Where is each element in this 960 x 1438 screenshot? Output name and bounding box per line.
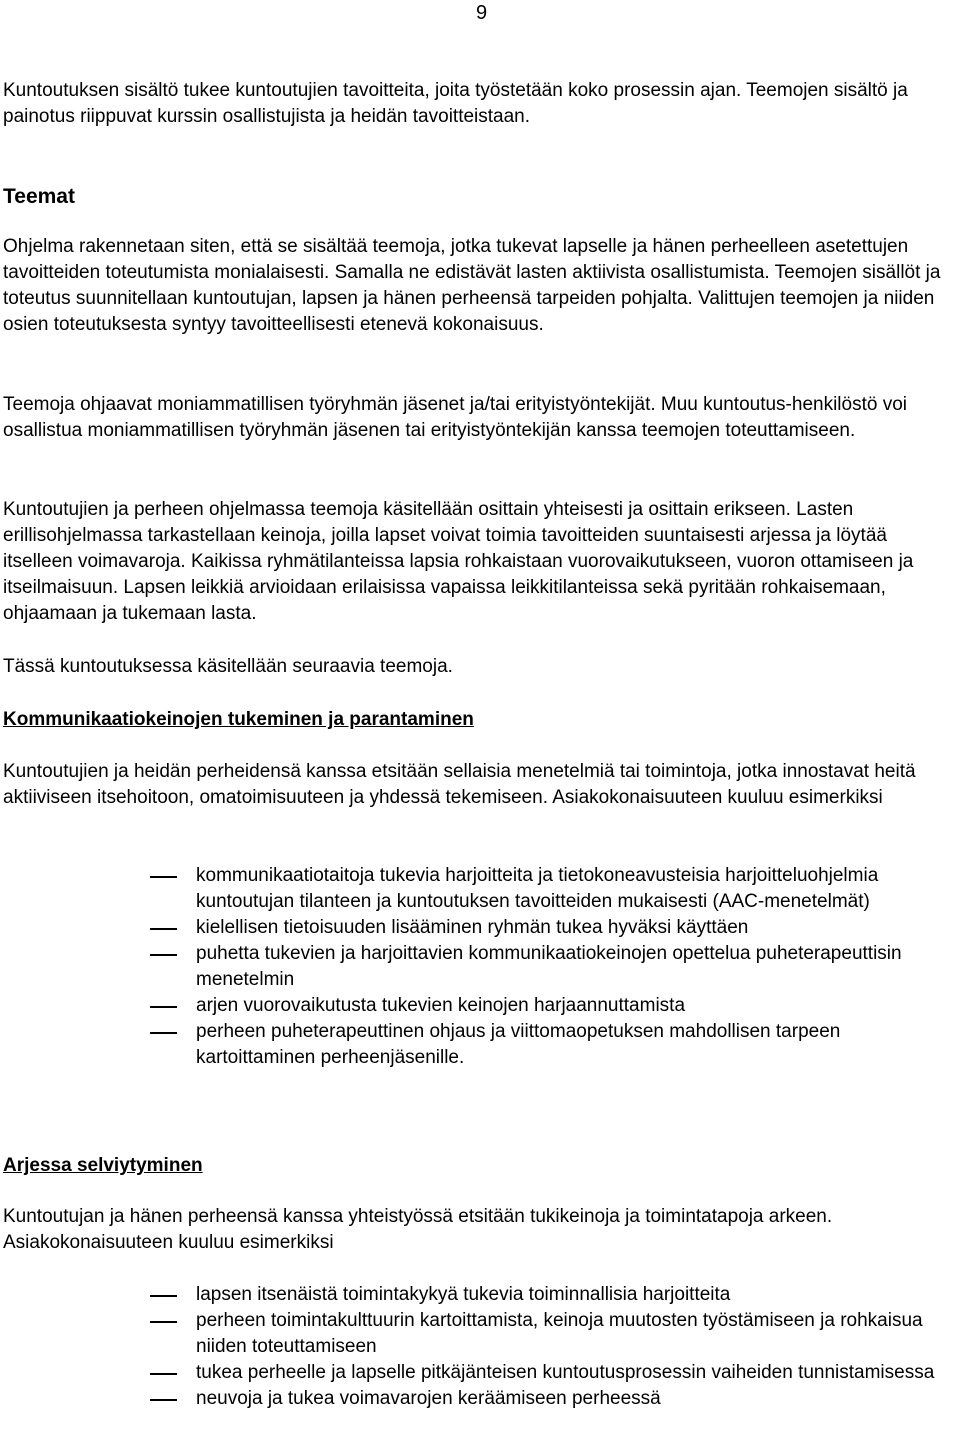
list-item	[150, 941, 960, 993]
dash-bullet-icon	[150, 1006, 177, 1008]
kommunikaatio-heading-block	[3, 707, 955, 733]
arjessa-heading-block	[3, 1153, 955, 1179]
arjessa-paragraph-block	[3, 1204, 955, 1256]
list-item-text: lapsen itsenäistä toimintakykyä tukevia toiminnallisia harjoitteita	[196, 1284, 731, 1305]
teemat-heading: Teemat	[3, 185, 75, 208]
list-item-text: tukea perheelle ja lapselle pitkäjänteisen kuntoutusprosessin vaiheiden tunnistamisessa	[196, 1362, 935, 1383]
list-item	[150, 915, 960, 941]
teemat-paragraph-4-block	[3, 654, 955, 680]
dash-bullet-icon	[150, 1295, 177, 1297]
dash-bullet-icon	[150, 954, 177, 956]
kommunikaatio-paragraph-block	[3, 759, 955, 811]
list-item-text: puhetta tukevien ja harjoittavien kommunikaatiokeinojen opettelua puheterapeuttisin menetelmin	[196, 943, 902, 990]
intro-section	[3, 78, 955, 130]
arjessa-paragraph: Kuntoutujan ja hänen perheensä kanssa yhteistyössä etsitään tukikeinoja ja toimintatapoja arkeen. Asiakokonaisuuteen kuuluu esimerkiksi	[3, 1206, 833, 1253]
list-item	[150, 1308, 960, 1360]
list-item-text: perheen puheterapeuttinen ohjaus ja viittomaopetuksen mahdollisen tarpeen kartoittaminen perheenjäsenille.	[196, 1021, 841, 1068]
dash-bullet-icon	[150, 928, 177, 930]
list-item	[150, 1360, 960, 1386]
kommunikaatio-list	[150, 863, 960, 1071]
list-item	[150, 863, 960, 915]
dash-bullet-icon	[150, 1032, 177, 1034]
teemat-paragraph-1-block	[3, 234, 955, 338]
intro-paragraph: Kuntoutuksen sisältö tukee kuntoutujien tavoitteita, joita työstetään koko prosessin ajan. Teemojen sisältö ja painotus riippuvat kurssin osallistujista ja heidän tavoitteistaan.	[3, 80, 908, 127]
teemat-paragraph: Ohjelma rakennetaan siten, että se sisältää teemoja, jotka tukevat lapselle ja hänen perheelleen asetettujen tavoitteiden toteutumista monialaisesti. Samalla ne edistävät lasten aktiivista osallistumista. Teemojen sisällöt ja toteutus suunnitellaan kuntoutujan, lapsen ja hänen perheensä tarpeiden pohjalta. Valittujen teemojen ja niiden osien toteutuksesta syntyy tavoitteellisesti etenevä kokonaisuus.	[3, 236, 941, 335]
teemat-heading-block	[3, 184, 955, 210]
page-number: 9	[476, 2, 488, 24]
list-item-text: perheen toimintakulttuurin kartoittamista, keinoja muutosten työstämiseen ja rohkaisua niiden toteuttamiseen	[196, 1310, 923, 1357]
list-item-text: arjen vuorovaikutusta tukevien keinojen harjaannuttamista	[196, 995, 686, 1016]
teemat-paragraph-3-block	[3, 497, 955, 627]
teemat-paragraph: Tässä kuntoutuksessa käsitellään seuraavia teemoja.	[3, 656, 453, 677]
dash-bullet-icon	[150, 876, 177, 878]
arjessa-list	[150, 1282, 960, 1412]
teemat-paragraph-2-block	[3, 392, 955, 444]
list-item-text: neuvoja ja tukea voimavarojen keräämiseen perheessä	[196, 1388, 661, 1409]
arjessa-heading: Arjessa selviytyminen	[3, 1155, 203, 1176]
dash-bullet-icon	[150, 1373, 177, 1375]
dash-bullet-icon	[150, 1399, 177, 1401]
teemat-paragraph: Teemoja ohjaavat moniammatillisen työryhmän jäsenet ja/tai erityistyöntekijät. Muu kuntoutus-henkilöstö voi osallistua moniammatillisen työryhmän jäsenen tai erityistyöntekijän kanssa teemojen toteuttamiseen.	[3, 394, 907, 441]
dash-bullet-icon	[150, 1321, 177, 1323]
list-item-text: kielellisen tietoisuuden lisääminen ryhmän tukea hyväksi käyttäen	[196, 917, 749, 938]
kommunikaatio-heading: Kommunikaatiokeinojen tukeminen ja parantaminen	[3, 709, 474, 730]
list-item	[150, 1019, 960, 1071]
list-item	[150, 993, 960, 1019]
list-item	[150, 1386, 960, 1412]
kommunikaatio-paragraph: Kuntoutujien ja heidän perheidensä kanssa etsitään sellaisia menetelmiä tai toimintoja, jotka innostavat heitä aktiiviseen itsehoitoon, omatoimisuuteen ja yhdessä tekemiseen. Asiakokonaisuuteen kuuluu esimerkiksi	[3, 761, 916, 808]
list-item-text: kommunikaatiotaitoja tukevia harjoitteita ja tietokoneavusteisia harjoitteluohjelmia kuntoutujan tilanteen ja kuntoutuksen tavoitteiden mukaisesti (AAC-menetelmät)	[196, 865, 879, 912]
list-item	[150, 1282, 960, 1308]
teemat-paragraph: Kuntoutujien ja perheen ohjelmassa teemoja käsitellään osittain yhteisesti ja osittain erikseen. Lasten erillisohjelmassa tarkastellaan keinoja, joilla lapset voivat toimia tavoitteiden suuntaisesti arjessa ja löytää itselleen voimavaroja. Kaikissa ryhmätilanteissa lapsia rohkaistaan vuorovaikutukseen, vuoron ottamiseen ja itseilmaisuun. Lapsen leikkiä arvioidaan erilaisissa vapaissa leikkitilanteissa sekä pyritään rohkaisemaan, ohjaamaan ja tukemaan lasta.	[3, 499, 914, 624]
